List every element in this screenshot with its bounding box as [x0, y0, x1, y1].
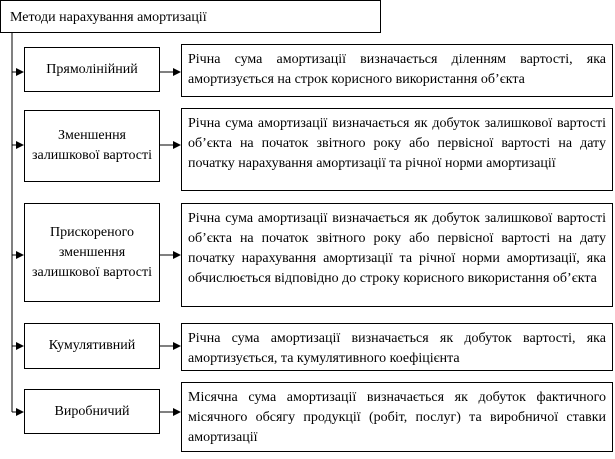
method-label: Кумулятивний: [48, 338, 136, 353]
method-label: Зменшення залишкової вартості: [31, 128, 153, 163]
description-box-cumulative: [181, 323, 613, 371]
method-label: Прискореного зменшення залишкової вартості: [31, 224, 153, 280]
description-box-accelerated-reducing-balance: [181, 203, 613, 307]
method-box-cumulative: [24, 323, 160, 369]
method-box-production: [24, 389, 160, 434]
method-label: Прямолінійний: [46, 61, 138, 77]
root-label: Методи нарахування амортизації: [10, 10, 207, 25]
description-text: Річна сума амортизації визначається як добуток вартості, яка амортизується, та кумулятивного коефіцієнта: [188, 331, 606, 366]
description-box-reducing-balance: [181, 108, 613, 191]
method-box-accelerated-reducing-balance: [24, 203, 160, 302]
description-text: Місячна сума амортизації визначається як добуток фактичного місячного обсягу продукції (робіт, послуг) та виробничої ставки амортизації: [188, 390, 606, 445]
description-box-straight-line: [181, 44, 613, 97]
method-label: Виробничий: [54, 403, 130, 419]
method-box-reducing-balance: [24, 110, 160, 182]
root-box: [0, 0, 381, 33]
method-box-straight-line: [24, 47, 160, 92]
description-text: Річна сума амортизації визначається як добуток залишкової вартості об’єкта на початок звітного року або первісної вартості на дату початку нарахування амортизації та річної норми амортизації, яка обчислюється відповідно до строку корисного використання об’єкта: [188, 211, 606, 286]
description-text: Річна сума амортизації визначається як добуток залишкової вартості об’єкта на початок звітного року або первісної вартості на дату початку нарахування амортизації та річної норми амортизації: [188, 116, 606, 171]
description-text: Річна сума амортизації визначається діленням вартості, яка амортизується на строк корисного використання об’єкта: [188, 52, 606, 87]
description-box-production: [181, 382, 613, 452]
